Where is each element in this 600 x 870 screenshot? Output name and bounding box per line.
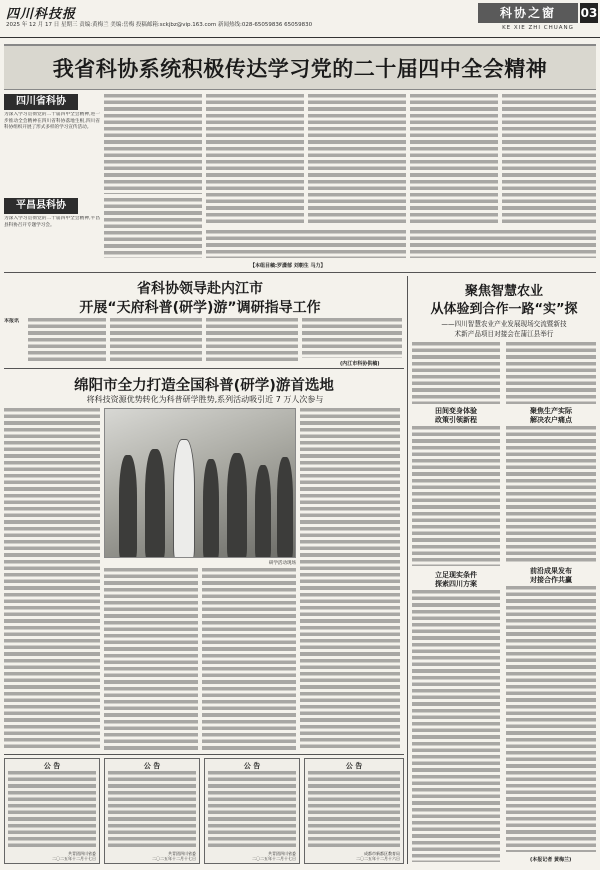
- story4-minihead-1-line1: 田间变身体验: [435, 407, 477, 415]
- lead-text-col-3: [206, 94, 304, 226]
- notice-box-2: [104, 758, 200, 864]
- photo-figure: [227, 453, 247, 558]
- divider-story3: [4, 754, 404, 755]
- story4-text-b1: [506, 342, 596, 404]
- story4-minihead-2-line1: 立足现实条件: [435, 571, 477, 579]
- story4-headline-line1: 聚焦智慧农业: [464, 284, 543, 299]
- story4-minihead-4-line1: 前沿成果发布: [530, 567, 572, 575]
- story2-byline: 本报讯: [4, 318, 20, 324]
- story4-text-a2: [412, 426, 500, 566]
- story4-minihead-3-line1: 聚焦生产实际: [530, 407, 572, 415]
- story3-headline: 绵阳市全力打造全国科普(研学)游首选地: [74, 378, 334, 394]
- page-number: 03: [580, 3, 598, 23]
- story3-text-col-2: [104, 568, 198, 750]
- photo-figure: [255, 465, 271, 558]
- lead-text-col-8: [206, 230, 406, 258]
- story2-text-col-1: [28, 318, 106, 364]
- lead-para-pingchang: 为深入学习贯彻党的二十届四中全会精神,平昌县科协召开专题学习会。: [4, 216, 100, 228]
- story4-text-b2: [506, 426, 596, 562]
- lead-para-sichuan: 为深入学习贯彻党的二十届四中全会精神,进一步推动全会精神在四川省科协落地生根,四川省科协组织开展了形式多样的学习宣传活动。: [4, 112, 100, 131]
- notice-text: [308, 771, 400, 849]
- story4-text-a1: [412, 342, 500, 404]
- notice-box-1: [4, 758, 100, 864]
- notice-title: 公 告: [345, 762, 363, 770]
- lead-text-col-2: [104, 94, 202, 194]
- section-title: 科协之窗: [478, 3, 578, 23]
- notice-signature: 共青团四川省委 二〇二五年十二月十七日: [152, 851, 196, 861]
- notice-signature: 成都市新都区教育局 二〇二五年十二月十六日: [356, 851, 400, 861]
- lead-text-col-4: [308, 94, 406, 226]
- tag-pingchang-kexie: 平昌县科协: [4, 198, 78, 214]
- story3-text-col-1: [4, 408, 100, 750]
- divider-lead: [4, 272, 596, 273]
- photo-figure: [203, 459, 219, 558]
- story4-headline-line2: 从体验到合作一路“实”探: [430, 302, 578, 317]
- notice-signature: 共青团四川省委 二〇二五年十二月十七日: [252, 851, 296, 861]
- story4-minihead-3-line2: 解决农户痛点: [530, 416, 572, 424]
- photo-robot: [173, 439, 195, 558]
- story4-credit: (本报记者 黄梅兰): [530, 857, 572, 863]
- lead-text-col-6: [502, 94, 596, 226]
- story4-minihead-2-line2: 探索四川方案: [435, 580, 477, 588]
- story3-text-col-4: [300, 408, 400, 750]
- story2-text-col-3: [206, 318, 298, 364]
- story4-text-b3: [506, 586, 596, 852]
- section-pinyin: KE XIE ZHI CHUANG: [502, 25, 574, 31]
- publication-info: 2025 年 12 月 17 日 星期三 责编:黄梅兰 美编:岳梅 投稿邮箱:sckjbz@vip.163.com 新闻热线:028-65059836 65059830: [6, 22, 313, 28]
- newspaper-brand: 四川科技报: [6, 7, 77, 22]
- photo-figure: [277, 457, 293, 558]
- story4-subhead-line1: ——四川智慧农业产业发展现场交流暨新技: [441, 320, 567, 328]
- notice-text: [108, 771, 196, 849]
- story2-text-col-2: [110, 318, 202, 364]
- photo-figure: [119, 455, 137, 558]
- story4-minihead-4-line2: 对接合作共赢: [530, 576, 572, 584]
- notice-text: [8, 771, 96, 849]
- divider-story2: [4, 368, 404, 369]
- notice-title: 公 告: [43, 762, 61, 770]
- story2-credit: (内江市科协供稿): [340, 361, 380, 367]
- notice-signature: 共青团四川省委 二〇二五年十二月十七日: [52, 851, 96, 861]
- story3-subhead: 将科技资源优势转化为科普研学胜势,系列活动吸引近 7 万人次参与: [86, 395, 324, 404]
- notice-title: 公 告: [243, 762, 261, 770]
- notice-text: [208, 771, 296, 849]
- story3-photo-caption: 研学活动现场: [269, 561, 296, 566]
- notice-box-4: [304, 758, 404, 864]
- story3-photo: [104, 408, 296, 558]
- lead-credit: 【本组目稿:罗潇郁 刘朝生 马力】: [250, 263, 326, 269]
- story4-subhead-line2: 术新产品项目对接会在蒲江县举行: [454, 330, 554, 338]
- tag-sichuan-kexie: 四川省科协: [4, 94, 78, 110]
- lead-headline: 我省科协系统积极传达学习党的二十届四中全会精神: [4, 44, 596, 90]
- lead-text-col-9: [410, 230, 596, 258]
- story2-headline-line1: 省科协领导赴内江市: [137, 281, 263, 297]
- story4-minihead-1-line2: 政策引领新程: [435, 416, 477, 424]
- lead-text-col-7: [104, 198, 202, 258]
- story2-headline-line2: 开展“天府科普(研学)游”调研指导工作: [79, 300, 321, 316]
- story3-text-col-3: [202, 568, 296, 750]
- photo-figure: [145, 449, 165, 558]
- notice-box-3: [204, 758, 300, 864]
- story4-text-a3: [412, 590, 500, 862]
- notice-title: 公 告: [143, 762, 161, 770]
- lead-text-col-5: [410, 94, 498, 226]
- story2-text-col-4: [302, 318, 402, 358]
- masthead: [0, 0, 600, 38]
- divider-vertical: [407, 276, 408, 864]
